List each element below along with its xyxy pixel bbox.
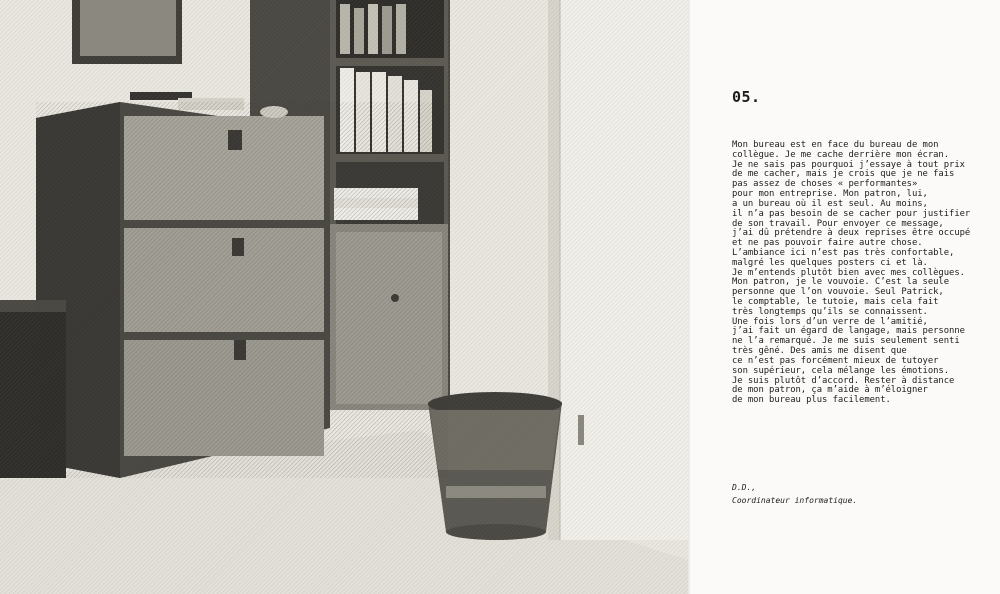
- text-line: très gêné. Des amis me disent que: [732, 346, 907, 357]
- text-line: il n’a pas besoin de se cacher pour justifier: [732, 208, 971, 219]
- text-page: [690, 0, 1000, 594]
- signature-role: Coordinateur informatique.: [732, 495, 858, 505]
- text-line: très longtemps qu’ils se connaissent.: [732, 306, 928, 317]
- text-line: son supérieur, cela mélange les émotions.: [732, 365, 950, 376]
- text-line: de me cacher, mais je crois que je ne fais: [732, 169, 955, 180]
- text-line: j’ai dû prétendre à deux reprises être occupé: [732, 228, 971, 239]
- text-line: et ne pas pouvoir faire autre chose.: [732, 238, 923, 249]
- text-line: malgré les quelques posters ci et là.: [732, 257, 928, 268]
- text-line: personne que l’on vouvoie. Seul Patrick,: [732, 287, 944, 298]
- text-line: de mon bureau plus facilement.: [732, 395, 891, 406]
- text-line: collègue. Je me cache derrière mon écran.: [732, 149, 950, 160]
- text-line: de son travail. Pour envoyer ce message,: [732, 218, 944, 229]
- page-number: 05.: [732, 88, 761, 106]
- text-line: le comptable, le tutoie, mais cela fait: [732, 297, 939, 307]
- text-line: Mon patron, je le vouvoie. C’est la seule: [732, 277, 950, 288]
- text-line: pour mon entreprise. Mon patron, lui,: [732, 189, 928, 200]
- text-line: pas assez de choses « performantes»: [732, 179, 918, 190]
- text-line: ce n’est pas forcément mieux de tutoyer: [732, 355, 939, 366]
- testimony-text: [732, 141, 994, 406]
- text-line: j’ai fait un égard de langage, mais personne: [732, 326, 965, 337]
- text-line: L’ambiance ici n’est pas très confortable,: [732, 247, 955, 258]
- signature-initials: D.D.,: [732, 483, 757, 492]
- text-line: Une fois lors d’un verre de l’amitié,: [732, 316, 928, 327]
- text-line: Mon bureau est en face du bureau de mon: [732, 140, 939, 150]
- text-line: Je suis plutôt d’accord. Rester à distance: [732, 375, 955, 386]
- text-line: Je ne sais pas pourquoi j’essaye à tout prix: [732, 159, 965, 170]
- text-line: de mon patron, ça m’aide à m’éloigner: [732, 385, 928, 396]
- signature: [732, 482, 994, 507]
- text-line: a un bureau où il est seul. Au moins,: [732, 198, 928, 209]
- text-line: ne l’a remarqué. Je me suis seulement senti: [732, 336, 960, 347]
- text-line: Je m’entends plutôt bien avec mes collègues.: [732, 267, 965, 278]
